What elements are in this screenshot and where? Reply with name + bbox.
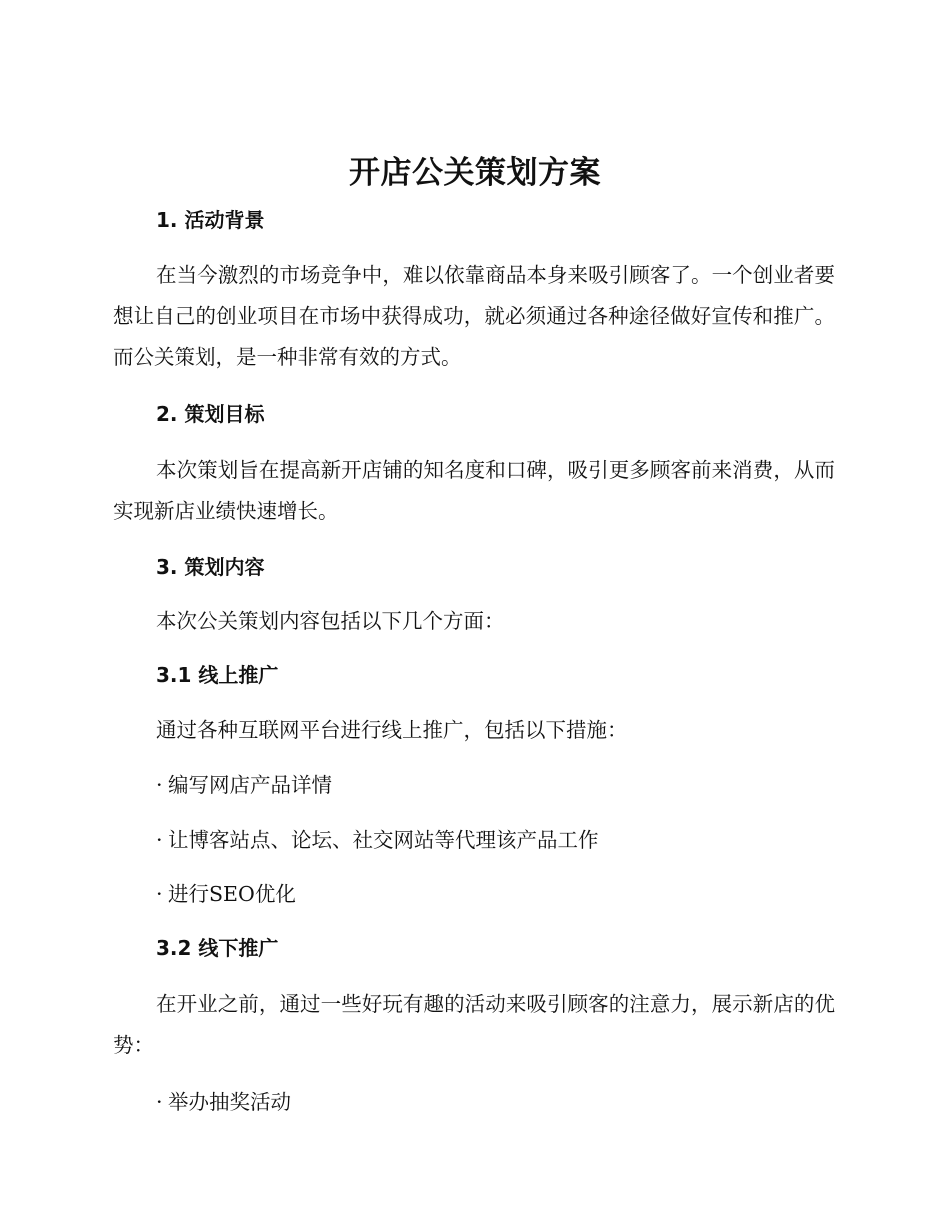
paragraph-content-intro: 本次公关策划内容包括以下几个方面： <box>156 609 505 633</box>
list-item <box>156 770 332 800</box>
bullet-icon: · <box>156 773 163 797</box>
paragraph-online-intro: 通过各种互联网平台进行线上推广，包括以下措施： <box>156 718 628 742</box>
bullet-icon: · <box>156 882 163 906</box>
section-heading-background: 1. 活动背景 <box>156 208 265 232</box>
list-item-text: 进行SEO优化 <box>168 882 296 906</box>
bullet-icon: · <box>156 828 163 852</box>
list-item <box>156 879 296 909</box>
section-heading-goal: 2. 策划目标 <box>156 402 265 426</box>
paragraph-offline: 在开业之前，通过一些好玩有趣的活动来吸引顾客的注意力，展示新店的优势： <box>113 992 835 1057</box>
bullet-icon: · <box>156 1090 163 1114</box>
list-item-text: 举办抽奖活动 <box>168 1090 291 1114</box>
paragraph-goal: 本次策划旨在提高新开店铺的知名度和口碑，吸引更多顾客前来消费，从而实现新店业绩快速增长。 <box>113 458 835 523</box>
document-title: 开店公关策划方案 <box>349 155 601 191</box>
list-item <box>156 825 599 855</box>
list-item-text: 编写网店产品详情 <box>168 773 332 797</box>
subsection-heading-online: 3.1 线上推广 <box>156 663 279 687</box>
subsection-heading-offline: 3.2 线下推广 <box>156 936 279 960</box>
list-item <box>156 1087 291 1117</box>
list-item-text: 让博客站点、论坛、社交网站等代理该产品工作 <box>168 828 599 852</box>
section-heading-content: 3. 策划内容 <box>156 555 265 579</box>
paragraph-background: 在当今激烈的市场竞争中，难以依靠商品本身来吸引顾客了。一个创业者要想让自己的创业项目在市场中获得成功，就必须通过各种途径做好宣传和推广。而公关策划，是一种非常有效的方式。 <box>113 263 835 369</box>
